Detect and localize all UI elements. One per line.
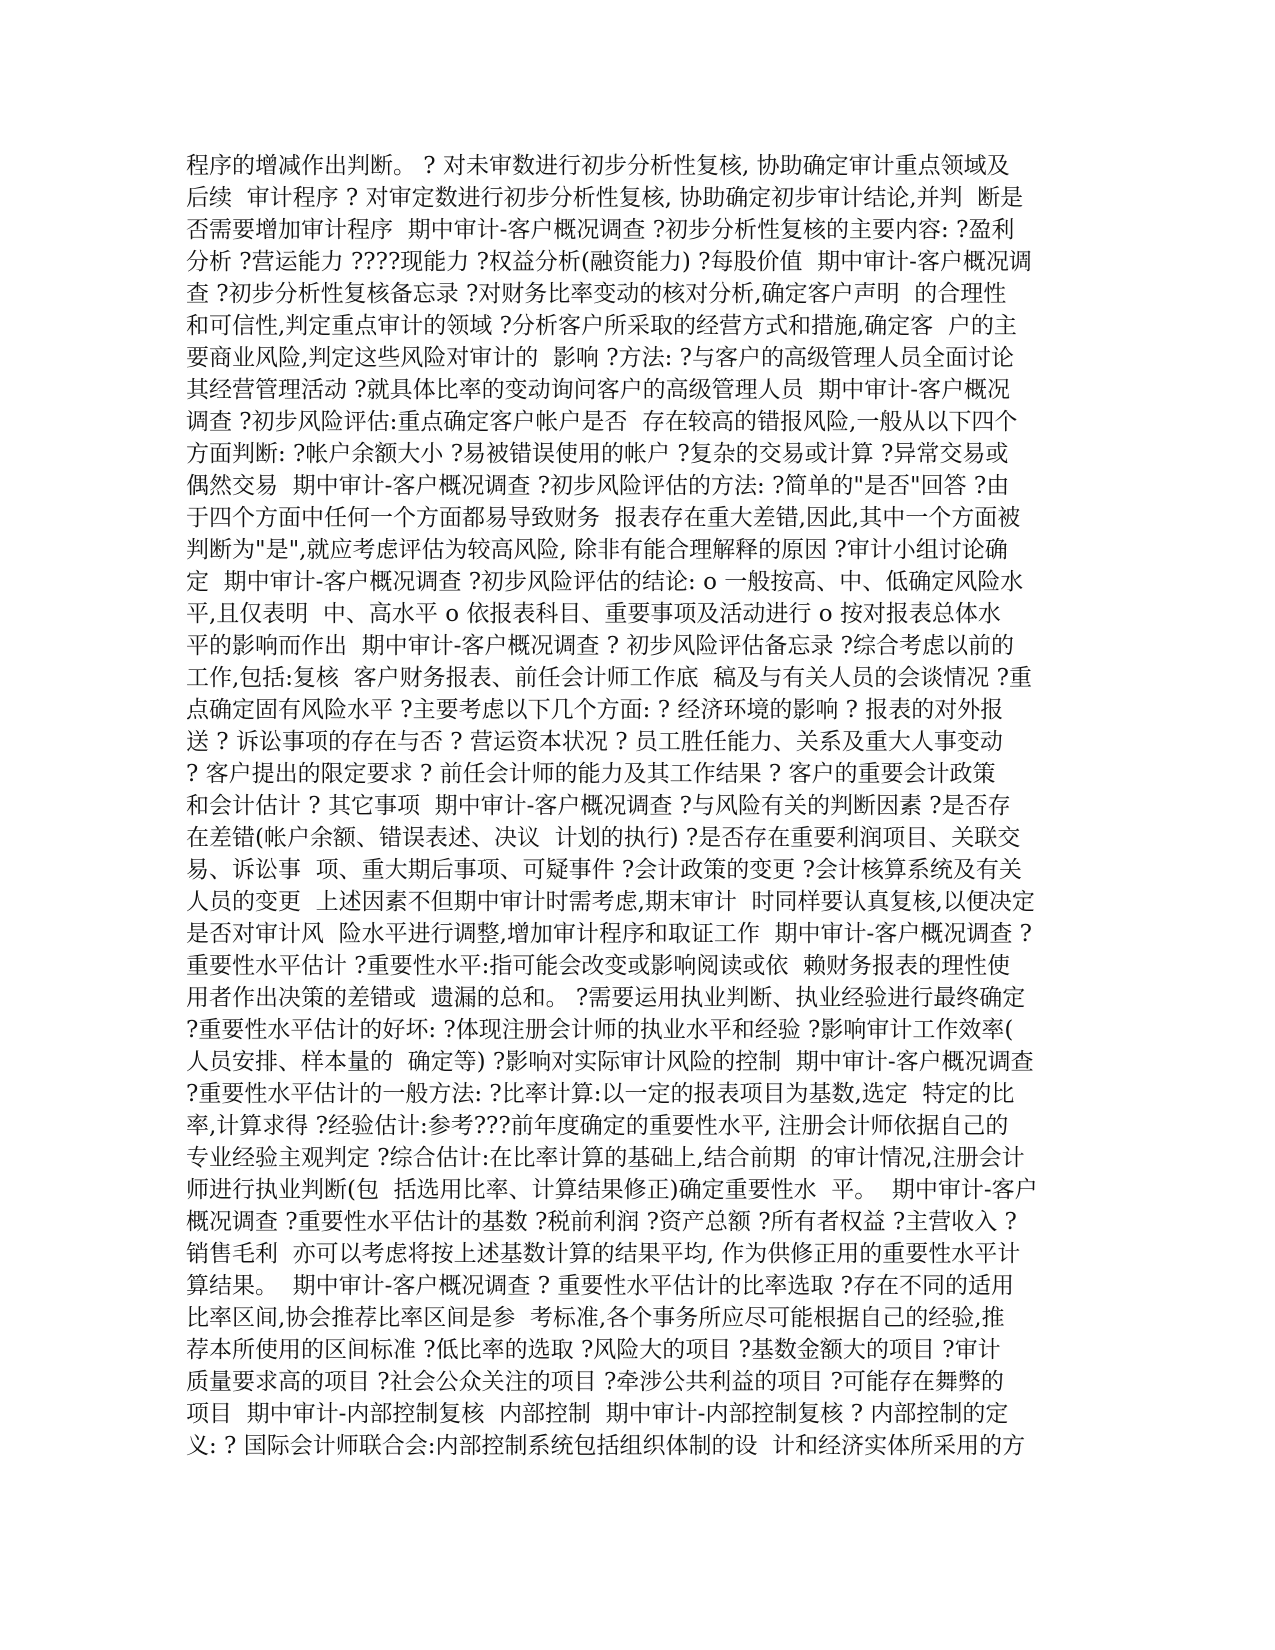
text-line: 否需要增加审计程序 期中审计-客户概况调查 ?初步分析性复核的主要内容: ?盈利	[186, 217, 1015, 243]
text-line: 算结果。 期中审计-客户概况调查 ? 重要性水平估计的比率选取 ?存在不同的适用	[186, 1273, 1014, 1299]
text-line: 质量要求高的项目 ?社会公众关注的项目 ?牵涉公共利益的项目 ?可能存在舞弊的	[186, 1369, 1004, 1395]
text-line: 和可信性,判定重点审计的领域 ?分析客户所采取的经营方式和措施,确定客 户的主	[186, 313, 1017, 339]
text-line: ?重要性水平估计的一般方法: ?比率计算:以一定的报表项目为基数,选定 特定的比	[186, 1081, 1015, 1107]
text-line: 率,计算求得 ?经验估计:参考???前年度确定的重要性水平, 注册会计师依据自己的	[186, 1113, 1009, 1139]
text-line: 是否对审计风 险水平进行调整,增加审计程序和取证工作 期中审计-客户概况调查 ?	[186, 921, 1032, 947]
text-line: 易、诉讼事 项、重大期后事项、可疑事件 ?会计政策的变更 ?会计核算系统及有关	[186, 857, 1022, 883]
text-line: 偶然交易 期中审计-客户概况调查 ?初步风险评估的方法: ?简单的"是否"回答 ?由	[186, 473, 1010, 499]
text-line: 人员安排、样本量的 确定等) ?影响对实际审计风险的控制 期中审计-客户概况调查	[186, 1049, 1034, 1075]
text-line: 荐本所使用的区间标准 ?低比率的选取 ?风险大的项目 ?基数金额大的项目 ?审计	[186, 1337, 1001, 1363]
text-line: 送 ? 诉讼事项的存在与否 ? 营运资本状况 ? 员工胜任能力、关系及重大人事变动	[186, 729, 1003, 755]
text-line: 项目 期中审计-内部控制复核 内部控制 期中审计-内部控制复核 ? 内部控制的定	[186, 1401, 1009, 1427]
text-line: 比率区间,协会推荐比率区间是参 考标准,各个事务所应尽可能根据自己的经验,推	[186, 1305, 1005, 1331]
text-line: 重要性水平估计 ?重要性水平:指可能会改变或影响阅读或依 赖财务报表的理性使	[186, 953, 1011, 979]
text-line: 程序的增减作出判断。 ? 对未审数进行初步分析性复核, 协助确定审计重点领域及	[186, 153, 1010, 179]
text-line: 师进行执业判断(包 括选用比率、计算结果修正)确定重要性水 平。 期中审计-客户	[186, 1177, 1038, 1203]
text-line: 要商业风险,判定这些风险对审计的 影响 ?方法: ?与客户的高级管理人员全面讨论	[186, 345, 1014, 371]
text-line: 于四个方面中任何一个方面都易导致财务 报表存在重大差错,因此,其中一个方面被	[186, 505, 1021, 531]
text-line: 专业经验主观判定 ?综合估计:在比率计算的基础上,结合前期 的审计情况,注册会计	[186, 1145, 1025, 1171]
text-line: 方面判断: ?帐户余额大小 ?易被错误使用的帐户 ?复杂的交易或计算 ?异常交易或	[186, 441, 1009, 467]
text-line: 其经营管理活动 ?就具体比率的变动询问客户的高级管理人员 期中审计-客户概况	[186, 377, 1011, 403]
text-line: 查 ?初步分析性复核备忘录 ?对财务比率变动的核对分析,确定客户声明 的合理性	[186, 281, 1007, 307]
text-line: 调查 ?初步风险评估:重点确定客户帐户是否 存在较高的错报风险,一般从以下四个	[186, 409, 1018, 435]
text-line: 人员的变更 上述因素不但期中审计时需考虑,期末审计 时同样要认真复核,以便决定	[186, 889, 1035, 915]
text-line: ? 客户提出的限定要求 ? 前任会计师的能力及其工作结果 ? 客户的重要会计政策	[186, 761, 996, 787]
text-line: 定 期中审计-客户概况调查 ?初步风险评估的结论: o 一般按高、中、低确定风险水	[186, 569, 1024, 595]
text-line: 点确定固有风险水平 ?主要考虑以下几个方面: ? 经济环境的影响 ? 报表的对外报	[186, 697, 1004, 723]
text-line: 在差错(帐户余额、错误表述、决议 计划的执行) ?是否存在重要利润项目、关联交	[186, 825, 1021, 851]
body-text	[186, 150, 1086, 1462]
text-line: 义: ? 国际会计师联合会:内部控制系统包括组织体制的设 计和经济实体所采用的方	[186, 1433, 1026, 1459]
text-line: ?重要性水平估计的好坏: ?体现注册会计师的执业水平和经验 ?影响审计工作效率(	[186, 1017, 1014, 1043]
text-line: 工作,包括:复核 客户财务报表、前任会计师工作底 稿及与有关人员的会谈情况 ?重	[186, 665, 1032, 691]
text-line: 概况调查 ?重要性水平估计的基数 ?税前利润 ?资产总额 ?所有者权益 ?主营收入 ?	[186, 1209, 1017, 1235]
text-line: 平,且仅表明 中、高水平 o 依报表科目、重要事项及活动进行 o 按对报表总体水	[186, 601, 1001, 627]
text-line: 分析 ?营运能力 ????现能力 ?权益分析(融资能力) ?每股价值 期中审计-客户概况调	[186, 249, 1032, 275]
text-line: 后续 审计程序 ? 对审定数进行初步分析性复核, 协助确定初步审计结论,并判 断是	[186, 185, 1024, 211]
text-line: 判断为"是",就应考虑评估为较高风险, 除非有能合理解释的原因 ?审计小组讨论确	[186, 537, 1008, 563]
text-line: 和会计估计 ? 其它事项 期中审计-客户概况调查 ?与风险有关的判断因素 ?是否存	[186, 793, 1011, 819]
text-line: 销售毛利 亦可以考虑将按上述基数计算的结果平均, 作为供修正用的重要性水平计	[186, 1241, 1021, 1267]
text-line: 用者作出决策的差错或 遗漏的总和。 ?需要运用执业判断、执业经验进行最终确定	[186, 985, 1026, 1011]
text-line: 平的影响而作出 期中审计-客户概况调查 ? 初步风险评估备忘录 ?综合考虑以前的	[186, 633, 1014, 659]
